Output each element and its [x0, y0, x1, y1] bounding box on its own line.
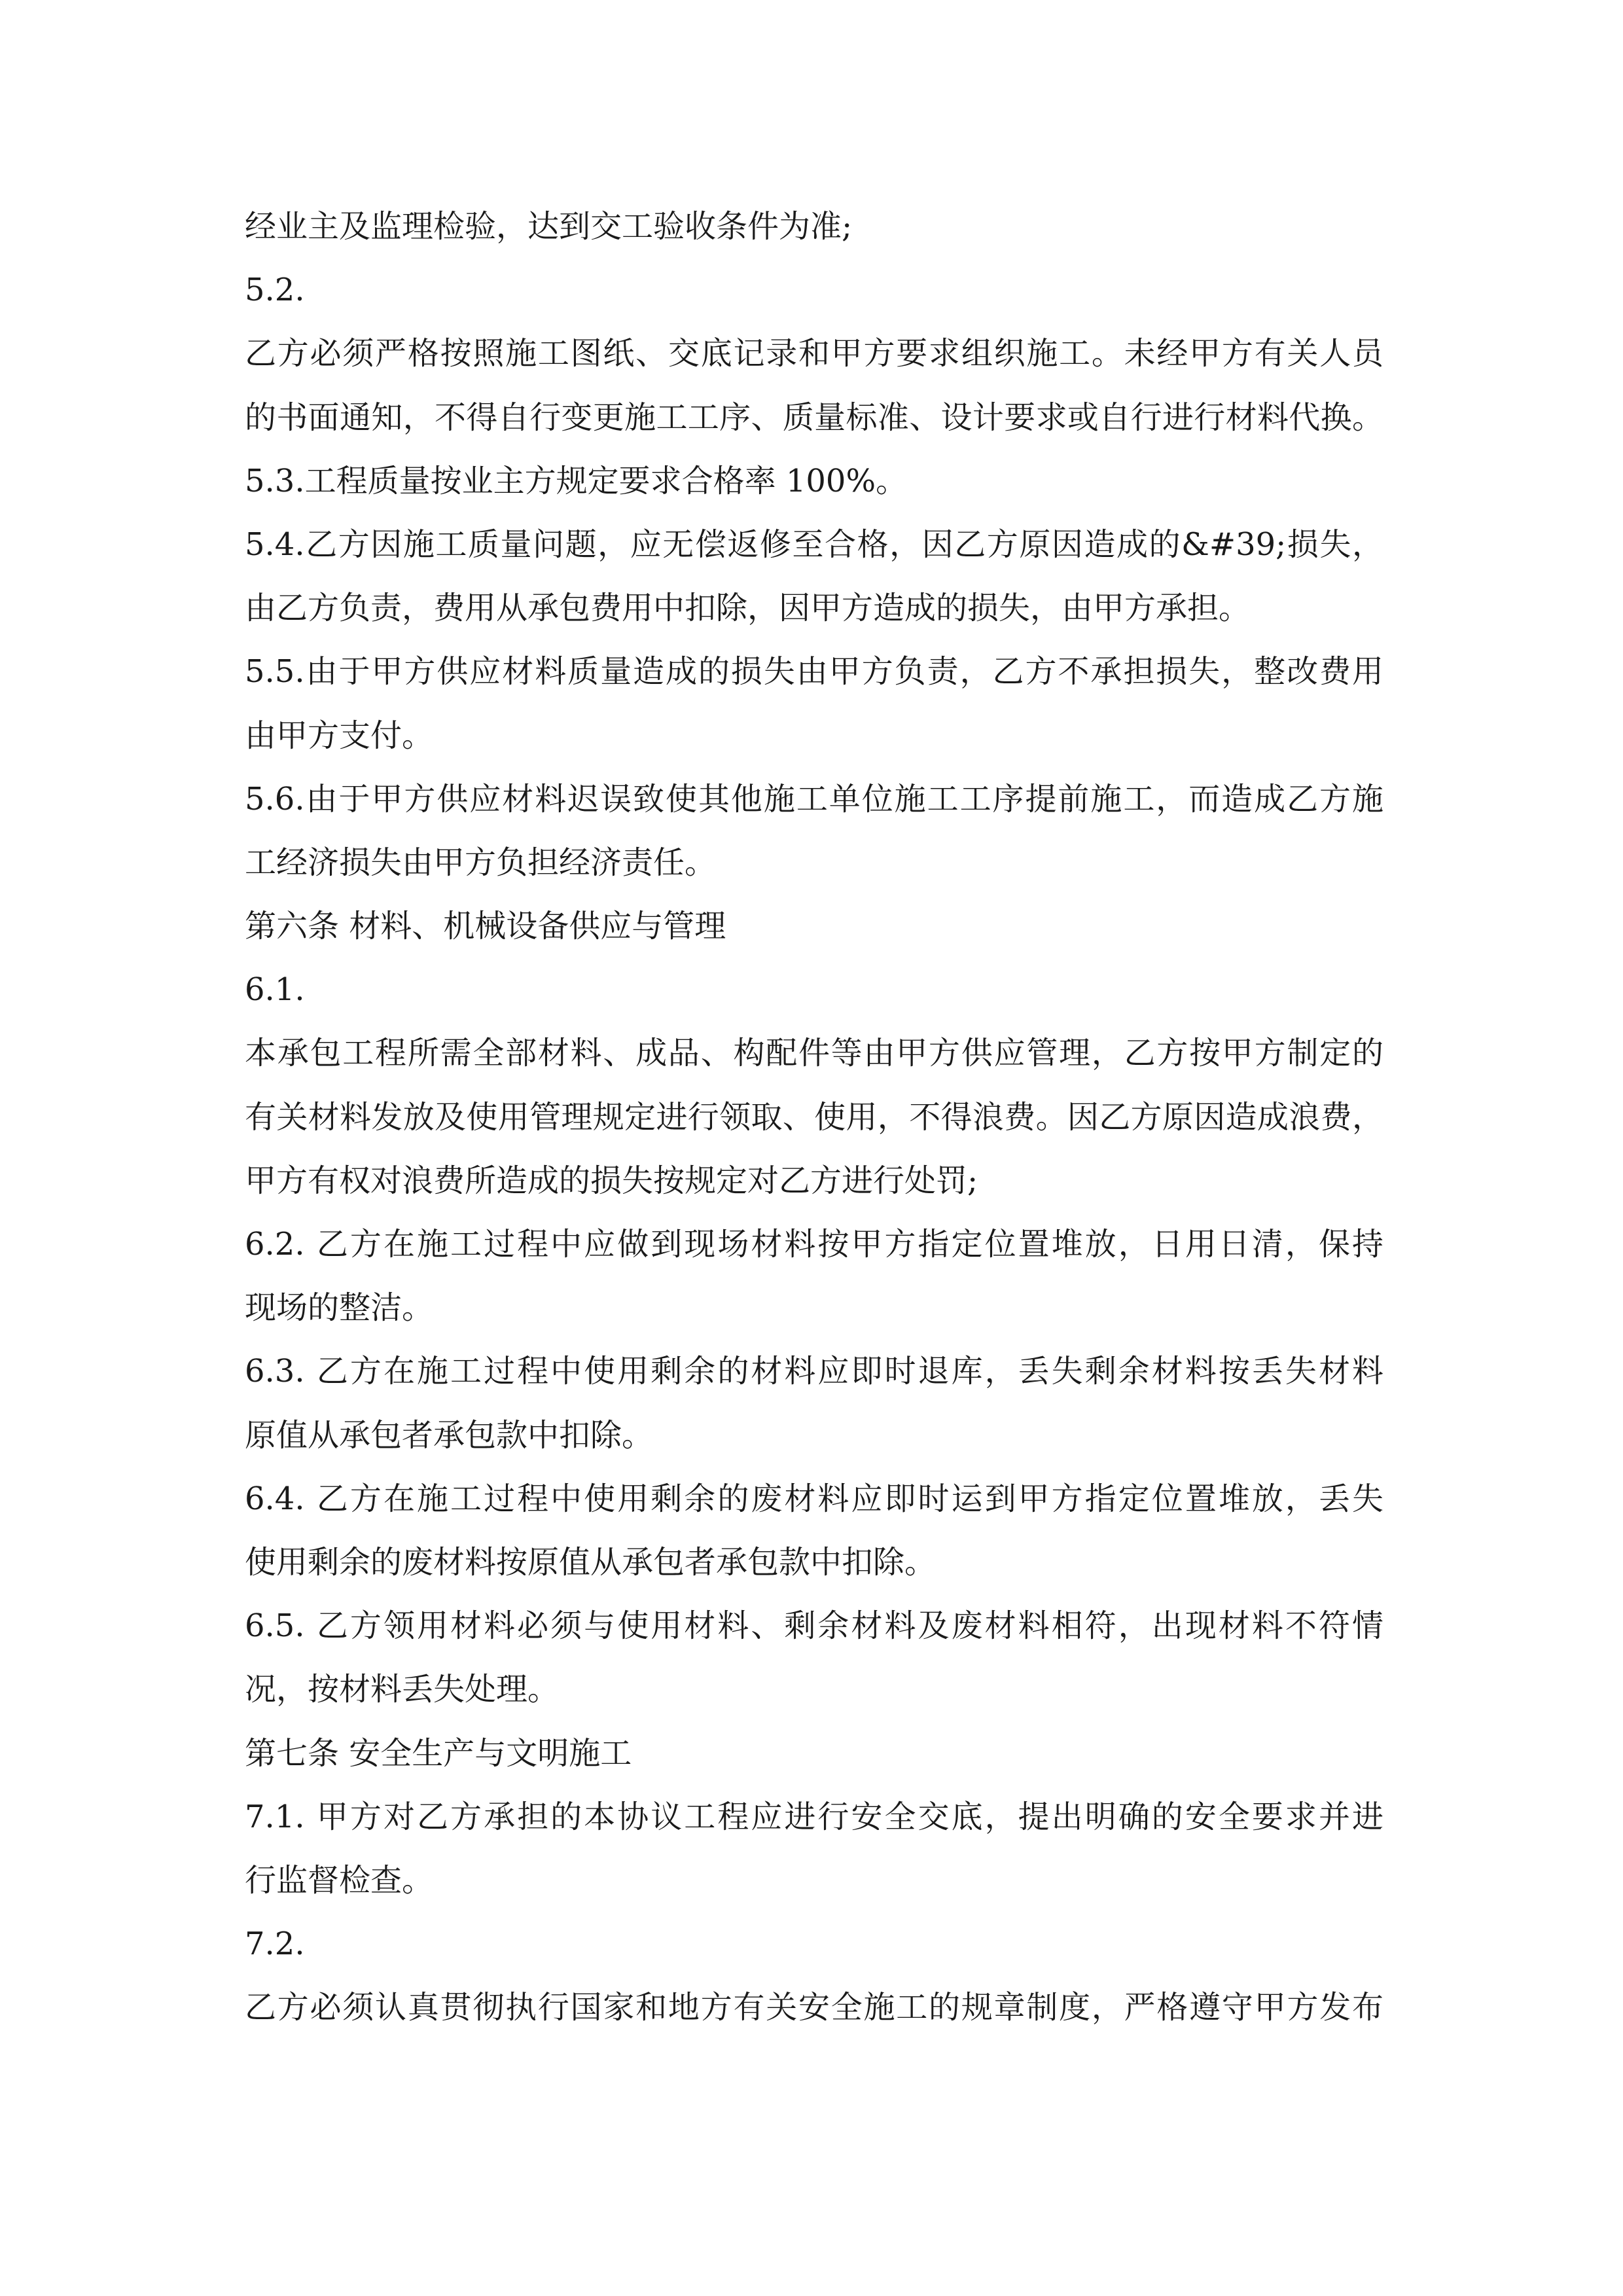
text-line: 第七条 安全生产与文明施工: [245, 1734, 632, 1772]
text-line: 5.5.由于甲方供应材料质量造成的损失由甲方负责，乙方不承担损失，整改费用: [245, 653, 1383, 691]
text-line: 本承包工程所需全部材料、成品、构配件等由甲方供应管理，乙方按甲方制定的: [245, 1035, 1383, 1072]
text-line: 乙方必须认真贯彻执行国家和地方有关安全施工的规章制度，严格遵守甲方发布: [245, 1989, 1383, 2026]
text-line: 6.4. 乙方在施工过程中使用剩余的废材料应即时运到甲方指定位置堆放，丢失: [245, 1480, 1383, 1517]
text-line: 的书面通知，不得自行变更施工工序、质量标准、设计要求或自行进行材料代换。: [245, 399, 1383, 436]
document-body: [245, 195, 1383, 2039]
text-line: 7.2.: [245, 1926, 305, 1963]
text-line: 5.2.: [245, 272, 305, 309]
text-line: 使用剩余的废材料按原值从承包者承包款中扣除。: [245, 1543, 936, 1581]
text-line: 有关材料发放及使用管理规定进行领取、使用，不得浪费。因乙方原因造成浪费，: [245, 1098, 1383, 1136]
text-line: 5.6.由于甲方供应材料迟误致使其他施工单位施工工序提前施工，而造成乙方施: [245, 780, 1383, 817]
text-line: 6.1.: [245, 971, 305, 1009]
text-line: 甲方有权对浪费所造成的损失按规定对乙方进行处罚;: [245, 1162, 978, 1199]
text-line: 由乙方负责，费用从承包费用中扣除，因甲方造成的损失，由甲方承担。: [245, 590, 1251, 627]
text-line: 5.3.工程质量按业主方规定要求合格率 100%。: [245, 462, 908, 499]
text-line: 6.3. 乙方在施工过程中使用剩余的材料应即时退库，丢失剩余材料按丢失材料: [245, 1353, 1383, 1390]
text-line: 7.1. 甲方对乙方承担的本协议工程应进行安全交底，提出明确的安全要求并进: [245, 1798, 1383, 1835]
text-line: 乙方必须严格按照施工图纸、交底记录和甲方要求组织施工。未经甲方有关人员: [245, 335, 1383, 372]
text-line: 现场的整洁。: [245, 1289, 434, 1327]
text-line: 6.2. 乙方在施工过程中应做到现场材料按甲方指定位置堆放，日用日清，保持: [245, 1226, 1383, 1263]
text-line: 原值从承包者承包款中扣除。: [245, 1416, 654, 1454]
text-line: 工经济损失由甲方负担经济责任。: [245, 844, 717, 881]
text-line: 况，按材料丢失处理。: [245, 1671, 560, 1708]
text-line: 6.5. 乙方领用材料必须与使用材料、剩余材料及废材料相符，出现材料不符情: [245, 1607, 1383, 1645]
text-line: 5.4.乙方因施工质量问题，应无偿返修至合格，因乙方原因造成的&#39;损失，: [245, 526, 1383, 563]
text-line: 行监督检查。: [245, 1861, 434, 1899]
text-line: 由甲方支付。: [245, 717, 434, 754]
text-line: 经业主及监理检验，达到交工验收条件为准;: [245, 208, 853, 245]
text-line: 第六条 材料、机械设备供应与管理: [245, 908, 726, 945]
